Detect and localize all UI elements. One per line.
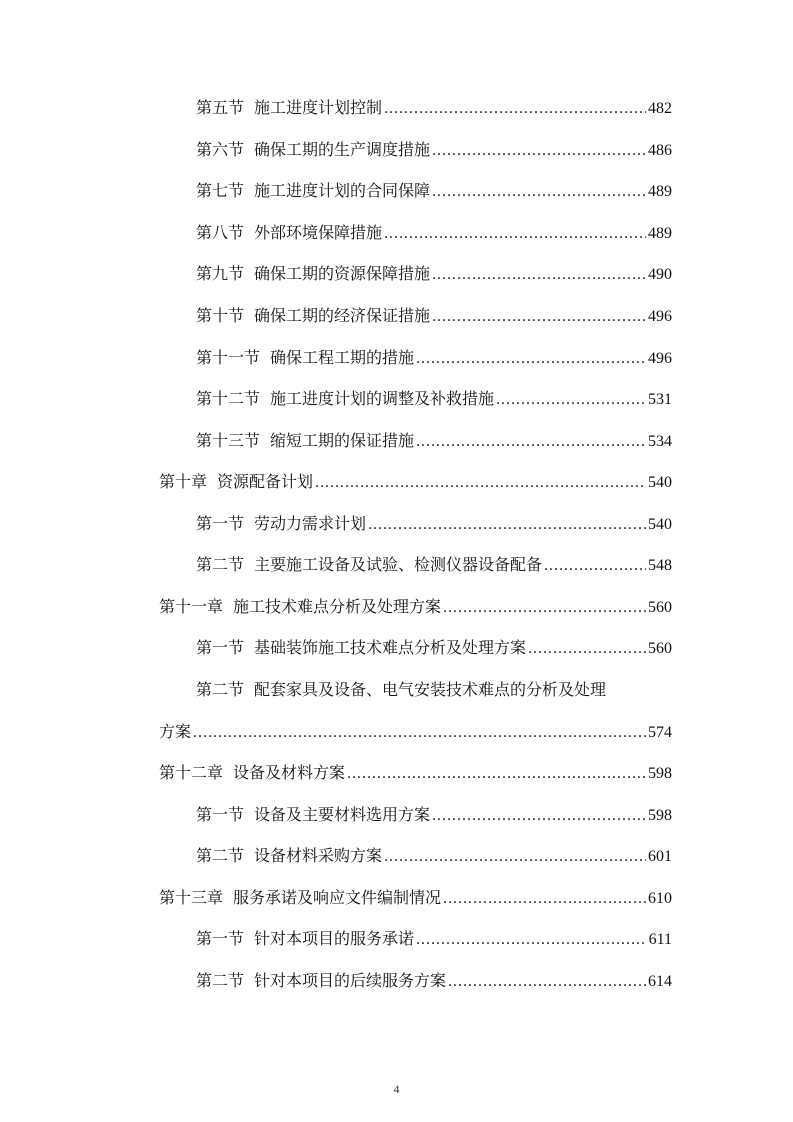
toc-entry-title: 施工进度计划控制 <box>254 98 383 117</box>
toc-chapter-entry[interactable] <box>159 471 672 494</box>
toc-entry-page: 598 <box>648 765 672 782</box>
toc-entry-page: 540 <box>648 516 672 533</box>
toc-leader-dots <box>443 597 646 619</box>
toc-entry-number: 第十三节 <box>196 431 261 450</box>
toc-entry-number: 第五节 <box>196 98 245 117</box>
toc-chapter-entry[interactable] <box>159 887 672 910</box>
toc-entry-wrapped-first-line[interactable] <box>196 679 606 701</box>
toc-leader-dots <box>416 348 646 370</box>
toc-entry-title: 设备及主要材料选用方案 <box>254 805 431 824</box>
toc-leader-dots <box>443 888 646 910</box>
toc-leader-dots <box>416 929 647 951</box>
toc-entry-title: 针对本项目的后续服务方案 <box>254 971 447 990</box>
toc-entry[interactable] <box>196 637 672 660</box>
toc-leader-dots <box>368 514 646 536</box>
toc-entry-number: 第七节 <box>196 181 245 200</box>
toc-entry-page: 610 <box>648 890 672 907</box>
toc-entry-number: 第二节 <box>196 680 245 699</box>
toc-entry-title-continuation: 方案 <box>159 722 192 741</box>
toc-entry[interactable] <box>196 222 672 245</box>
toc-entry-number: 第十节 <box>196 306 245 325</box>
toc-leader-dots <box>193 722 646 744</box>
toc-leader-dots <box>432 805 646 827</box>
toc-leader-dots <box>448 971 646 993</box>
toc-leader-dots <box>528 638 646 660</box>
toc-entry-page: 489 <box>648 225 672 242</box>
toc-entry-number: 第八节 <box>196 223 245 242</box>
toc-entry-title: 主要施工设备及试验、检测仪器设备配备 <box>254 555 543 574</box>
toc-entry-page: 611 <box>648 931 672 948</box>
toc-leader-dots <box>432 306 646 328</box>
toc-entry[interactable] <box>196 139 672 162</box>
toc-leader-dots <box>496 389 646 411</box>
toc-entry-page: 534 <box>648 433 672 450</box>
toc-entry-title: 基础装饰施工技术难点分析及处理方案 <box>254 638 527 657</box>
toc-entry[interactable] <box>196 970 672 993</box>
toc-entry-title: 确保工期的资源保障措施 <box>254 264 431 283</box>
toc-entry-title: 设备及材料方案 <box>233 763 346 782</box>
toc-entry[interactable] <box>196 804 672 827</box>
toc-entry-number: 第十章 <box>159 472 208 491</box>
toc-entry-number: 第二节 <box>196 971 245 990</box>
toc-entry-page: 540 <box>648 474 672 491</box>
toc-entry-number: 第六节 <box>196 140 245 159</box>
toc-leader-dots <box>384 223 646 245</box>
toc-entry-number: 第十三章 <box>159 888 224 907</box>
toc-entry[interactable] <box>196 388 672 411</box>
toc-leader-dots <box>432 264 646 286</box>
toc-entry[interactable] <box>196 347 672 370</box>
toc-entry-page: 598 <box>648 807 672 824</box>
toc-entry-page: 496 <box>648 350 672 367</box>
toc-entry-title: 施工进度计划的调整及补救措施 <box>270 389 495 408</box>
toc-entry[interactable] <box>196 845 672 868</box>
toc-leader-dots <box>315 472 646 494</box>
toc-chapter-entry[interactable] <box>159 762 672 785</box>
toc-entry-page: 548 <box>648 557 672 574</box>
toc-leader-dots <box>416 431 646 453</box>
toc-entry-title: 资源配备计划 <box>217 472 314 491</box>
toc-entry-number: 第一节 <box>196 514 245 533</box>
toc-entry-title: 服务承诺及响应文件编制情况 <box>233 888 442 907</box>
toc-entry-page: 574 <box>648 724 672 741</box>
toc-entry-title: 劳动力需求计划 <box>254 514 367 533</box>
toc-entry-number: 第一节 <box>196 638 245 657</box>
toc-entry-title: 确保工期的生产调度措施 <box>254 140 431 159</box>
toc-entry-number: 第一节 <box>196 805 245 824</box>
toc-leader-dots <box>347 763 646 785</box>
toc-entry[interactable] <box>196 430 672 453</box>
toc-leader-dots <box>432 140 646 162</box>
toc-entry-page: 490 <box>648 266 672 283</box>
toc-entry-title: 外部环境保障措施 <box>254 223 383 242</box>
toc-entry-number: 第二节 <box>196 846 245 865</box>
toc-leader-dots <box>384 846 646 868</box>
toc-entry-number: 第十一节 <box>196 348 261 367</box>
toc-entry[interactable] <box>196 180 672 203</box>
toc-leader-dots <box>544 555 646 577</box>
toc-entry-number: 第十二节 <box>196 389 261 408</box>
toc-entry-page: 560 <box>648 599 672 616</box>
toc-entry-title: 施工技术难点分析及处理方案 <box>233 597 442 616</box>
toc-entry-page: 496 <box>648 308 672 325</box>
toc-entry-number: 第二节 <box>196 555 245 574</box>
toc-entry-title: 缩短工期的保证措施 <box>270 431 415 450</box>
toc-entry[interactable] <box>196 305 672 328</box>
toc-entry[interactable] <box>196 97 672 120</box>
toc-entry-number: 第十二章 <box>159 763 224 782</box>
toc-chapter-entry[interactable] <box>159 596 672 619</box>
toc-entry-title: 施工进度计划的合同保障 <box>254 181 431 200</box>
toc-entry-number: 第九节 <box>196 264 245 283</box>
toc-leader-dots <box>432 181 646 203</box>
toc-entry-page: 531 <box>648 391 672 408</box>
toc-entry[interactable] <box>196 513 672 536</box>
toc-entry-page: 486 <box>648 142 672 159</box>
toc-entry-number: 第一节 <box>196 929 245 948</box>
toc-entry-page: 614 <box>648 973 672 990</box>
toc-entry-title: 设备材料采购方案 <box>254 846 383 865</box>
toc-entry-title: 针对本项目的服务承诺 <box>254 929 415 948</box>
toc-entry-title: 确保工程工期的措施 <box>270 348 415 367</box>
toc-entry[interactable] <box>196 928 672 951</box>
toc-entry-number: 第十一章 <box>159 597 224 616</box>
toc-entry-page: 482 <box>648 100 672 117</box>
toc-entry-title: 确保工期的经济保证措施 <box>254 306 431 325</box>
toc-entry[interactable] <box>196 263 672 286</box>
toc-entry-wrapped-continuation[interactable] <box>159 721 672 744</box>
toc-entry-title: 配套家具及设备、电气安装技术难点的分析及处理 <box>254 680 607 699</box>
toc-entry-page: 601 <box>648 848 672 865</box>
toc-leader-dots <box>384 98 646 120</box>
toc-entry[interactable] <box>196 554 672 577</box>
page-number: 4 <box>393 1082 400 1096</box>
toc-entry-page: 489 <box>648 183 672 200</box>
toc-entry-page: 560 <box>648 640 672 657</box>
